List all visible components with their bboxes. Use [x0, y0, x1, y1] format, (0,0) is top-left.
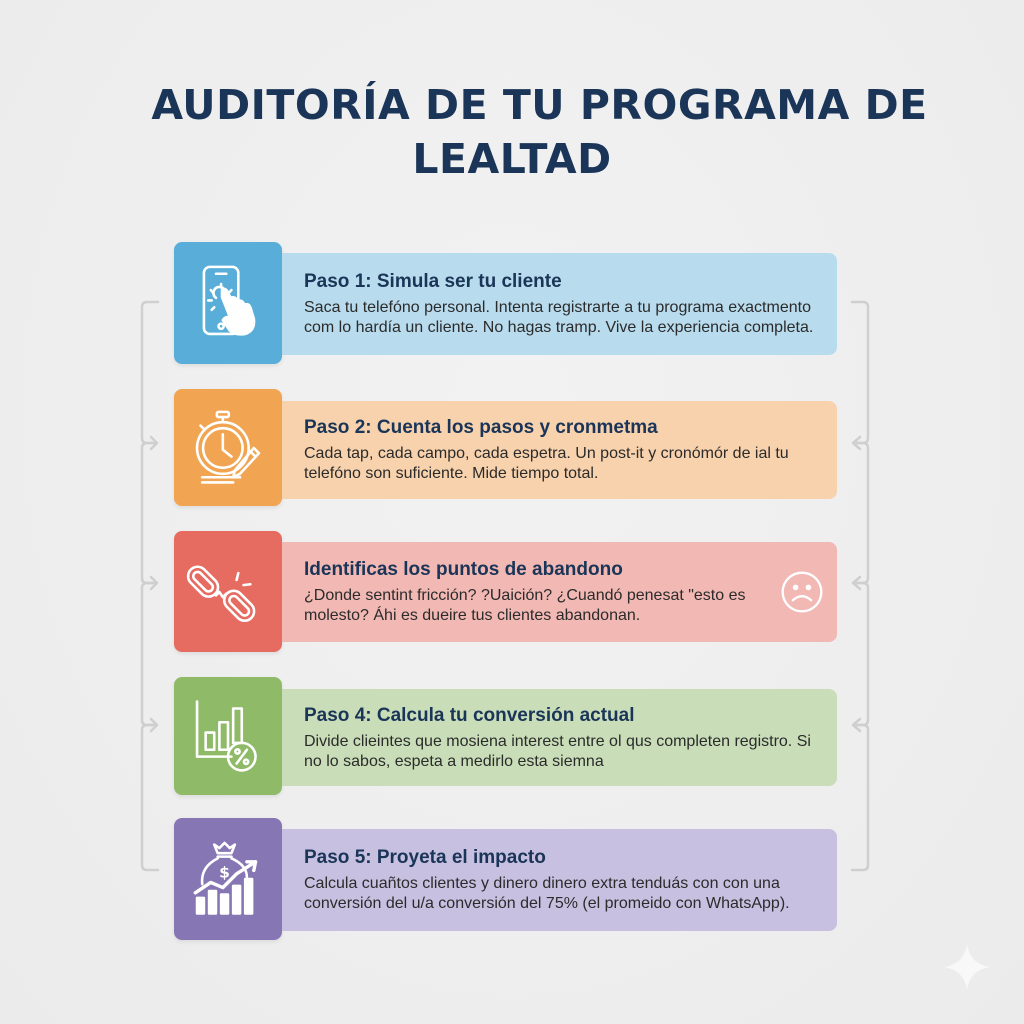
- step-1-title: Paso 1: Simula ser tu cliente: [304, 271, 562, 292]
- step-4-description: Divide clieintes que mosiena interest entre ol qus completen registro. Si no lo sabos, espeta a medirlo esta siemna: [304, 732, 811, 770]
- step-1-description: Saca tu telefóno personal. Intenta registrarte a tu programa exactmento com lo hardía un cliente. No hagas tramp. Vive la experiencia completa.: [304, 299, 814, 336]
- step-5-title: Paso 5: Proyeta el impacto: [304, 847, 546, 868]
- step-3-icon-box: [174, 531, 282, 652]
- phone-tap-icon: [185, 260, 271, 346]
- stopwatch-pencil-icon: [185, 405, 271, 491]
- bar-chart-percent-icon: [185, 693, 271, 779]
- step-4-content: [282, 689, 837, 786]
- step-2-icon-box: [174, 389, 282, 506]
- step-3-content: [282, 542, 837, 642]
- step-5-content: [282, 829, 837, 931]
- title-line-2: LEALTAD: [412, 135, 612, 183]
- sparkle-icon: [942, 942, 992, 992]
- sad-face-icon: [779, 569, 825, 615]
- step-4-title: Paso 4: Calcula tu conversión actual: [304, 704, 635, 726]
- step-3-title: Identificas los puntos de abandono: [304, 559, 623, 580]
- step-2-content: [282, 401, 837, 499]
- money-bag-growth-icon: [185, 836, 271, 922]
- step-5-description: Calcula cuañtos clientes y dinero dinero extra tenduás con con una conversión del u/a conversión del 75% (el promeido con WhatsApp).: [304, 875, 790, 912]
- step-4-icon-box: [174, 677, 282, 795]
- step-3-description: ¿Donde sentint fricción? ?Uaición? ¿Cuandó penesat "esto es molesto? Áhi es dueire tus clientes abandonan.: [304, 587, 746, 624]
- broken-chain-icon: [185, 549, 271, 635]
- title-line-1: AUDITORÍA DE TU PROGRAMA DE: [151, 81, 928, 129]
- step-1-content: [282, 253, 837, 355]
- step-2-title: Paso 2: Cuenta los pasos y cronmetma: [304, 417, 658, 438]
- step-1-icon-box: [174, 242, 282, 364]
- step-2-description: Cada tap, cada campo, cada espetra. Un post-it y cronómór de ial tu telefóno son suficiente. Mide tiempo total.: [304, 445, 789, 482]
- svg-text:$: $: [219, 863, 230, 882]
- step-5-icon-box: [174, 818, 282, 940]
